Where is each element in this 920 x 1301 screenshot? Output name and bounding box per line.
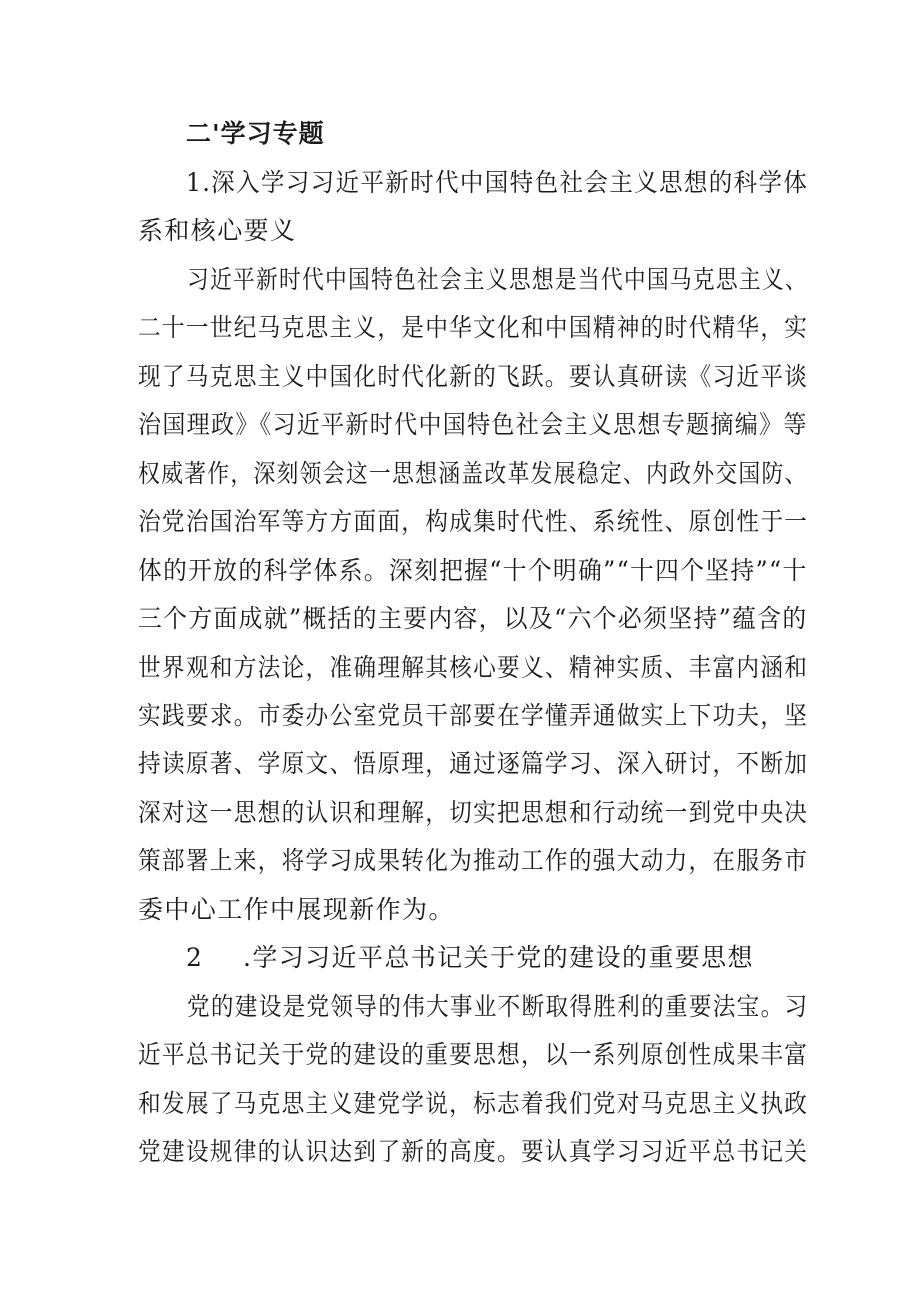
- p1-line: 三个方面成就”概括的主要内容，以及“六个必须坚持”蕴含的: [138, 604, 808, 633]
- p1-line: 现了马克思主义中国化时代化新的飞跃。要认真研读《习近平谈: [138, 362, 809, 391]
- section-heading: 二'学习专题: [186, 119, 325, 148]
- p1-line: 世界观和方法论，准确理解其核心要义、精神实质、丰富内涵和: [138, 653, 809, 682]
- p1-line: 持读原著、学原文、悟原理，通过逐篇学习、深入研讨，不断加: [138, 749, 809, 778]
- p1-line: 实践要求。市委办公室党员干部要在学懂弄通做实上下功夫，坚: [138, 701, 809, 730]
- p2-line: 近平总书记关于党的建设的重要思想，以一系列原创性成果丰富: [138, 1040, 809, 1069]
- p2-line: 党建设规律的认识达到了新的高度。要认真学习习近平总书记关: [138, 1137, 809, 1166]
- p2-line: 和发展了马克思主义建党学说，标志着我们党对马克思主义执政: [138, 1089, 809, 1118]
- p1-line: 权威著作，深刻领会这一思想涵盖改革发展稳定、内政外交国防、: [138, 459, 808, 488]
- p1-line: 二十一世纪马克思主义，是中华文化和中国精神的时代精华，实: [138, 313, 809, 342]
- p1-line: 习近平新时代中国特色社会主义思想是当代中国马克思主义、: [187, 265, 808, 294]
- item2-number: 2: [186, 943, 204, 972]
- p2-line: 党的建设是党领导的伟大事业不断取得胜利的重要法宝。习: [187, 992, 809, 1021]
- p1-line: 治党治国治军等方方面面，构成集时代性、系统性、原创性于一: [138, 507, 809, 536]
- p1-line: 委中心工作中展现新作为。: [138, 895, 455, 924]
- item1-title-line2: 系和核心要义: [138, 216, 297, 245]
- p1-line: 深对这一思想的认识和理解，切实把思想和行动统一到党中央决: [138, 798, 809, 827]
- item1-number: 1: [186, 168, 203, 197]
- p1-line: 治国理政》《习近平新时代中国特色社会主义思想专题摘编》等: [138, 410, 808, 439]
- item2-title: .学习习近平总书记关于党的建设的重要思想: [243, 943, 754, 972]
- item1-title-line1: [186, 165, 808, 201]
- item1-title-text: .深入学习习近平新时代中国特色社会主义思想的科学体: [202, 168, 809, 197]
- p1-line: 策部署上来，将学习成果转化为推动工作的强大动力，在服务市: [138, 846, 809, 875]
- p1-line: 体的开放的科学体系。深刻把握“十个明确”“十四个坚持”“十: [138, 556, 808, 585]
